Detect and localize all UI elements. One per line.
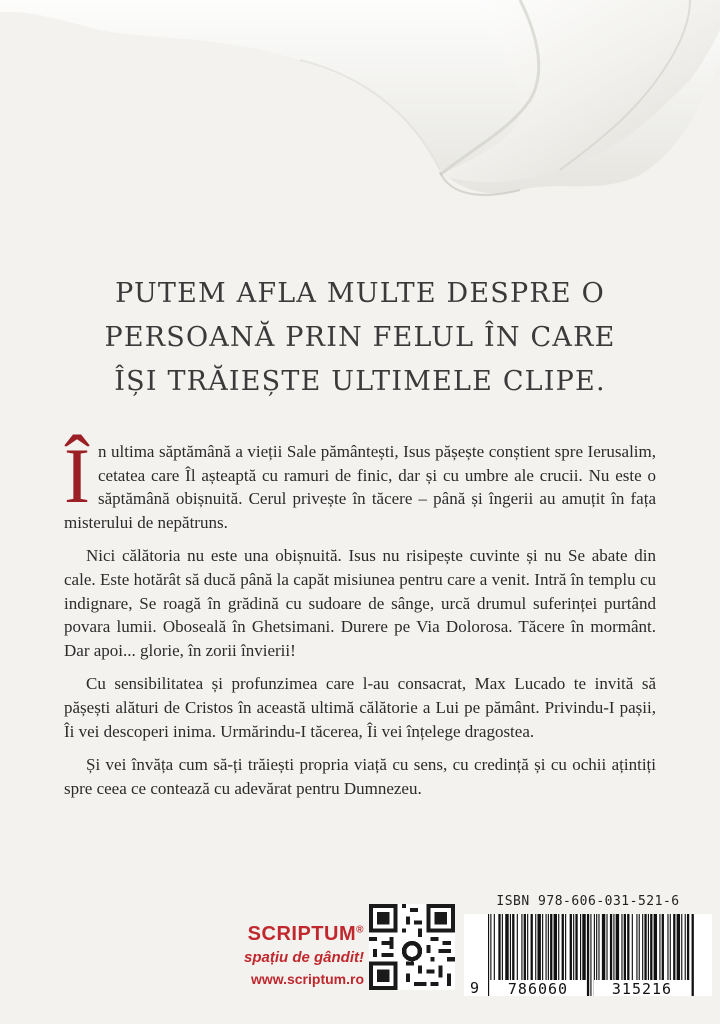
- publisher-logo: [214, 923, 364, 987]
- fabric-cloth-image: [0, 0, 720, 260]
- publisher-slogan: spațiu de gândit!: [244, 949, 364, 966]
- registered-mark: ®: [356, 924, 364, 936]
- publisher-url: www.scriptum.ro: [250, 971, 364, 987]
- barcode-bar: [590, 914, 591, 996]
- barcode-digits-right: 315216: [611, 980, 673, 996]
- body-text: [64, 432, 656, 810]
- barcode-graphic: [464, 914, 712, 996]
- paragraph-4: Și vei învăța cum să-ți trăiești propria viață cu sens, cu credință și cu ochii ațintiți spre ceea ce contează cu adevărat pentru Dumnezeu.: [64, 755, 656, 798]
- barcode-bar: [587, 914, 589, 996]
- qr-code: [369, 904, 455, 990]
- headline: [60, 272, 660, 404]
- publisher-name: [214, 923, 364, 946]
- paragraph-1: [64, 432, 656, 534]
- barcode-lead-digit: 9: [470, 979, 480, 996]
- barcode-digits-left: 786060: [507, 980, 569, 996]
- barcode-bar: [692, 914, 694, 996]
- headline-line-3: ÎȘI TRĂIEȘTE ULTIMELE CLIPE.: [114, 366, 606, 397]
- publisher-name-text: SCRIPTUM: [247, 923, 357, 945]
- headline-line-1: PUTEM AFLA MULTE DESPRE O: [115, 278, 605, 309]
- isbn-barcode: [464, 894, 712, 998]
- paragraph-1-text: n ultima săptămână a vieții Sale pământești, Isus pășește conștient spre Ierusalim, cetatea care Îl așteaptă cu ramuri de finic, dar și cu umbre ale crucii. Nu este o săptămână obișnuită. Cerul privește în tăcere – până și îngerii au amuțit în fața misterului de nepătruns.: [64, 442, 656, 532]
- paragraph-3: Cu sensibilitatea și profunzimea care l-au consacrat, Max Lucado te invită să pășești alături de Cristos în această ultimă călătorie a Lui pe pământ. Privindu-I pașii, Îi vei descoperi inima. Urmărindu-I tăcerea, Îi vei înțelege dragostea.: [64, 674, 656, 741]
- headline-line-2: PERSOANĂ PRIN FELUL ÎN CARE: [104, 322, 616, 353]
- barcode-bar: [488, 914, 489, 996]
- isbn-label: ISBN 978-606-031-521-6: [496, 894, 680, 909]
- drop-cap: Î: [64, 432, 90, 519]
- paragraph-2: Nici călătoria nu este una obișnuită. Isus nu risipește cuvinte și nu Se abate din cale. Este hotărât să ducă până la capăt misiunea pentru care a venit. Intră în templu cu indignare, Se roagă în grădină cu sudoare de sânge, urcă drumul suferinței purtând povara lumii. Oboseală în Ghetsimani. Durere pe Via Dolorosa. Tăcere în mormânt. Dar apoi... glorie, în zorii învierii!: [64, 546, 656, 660]
